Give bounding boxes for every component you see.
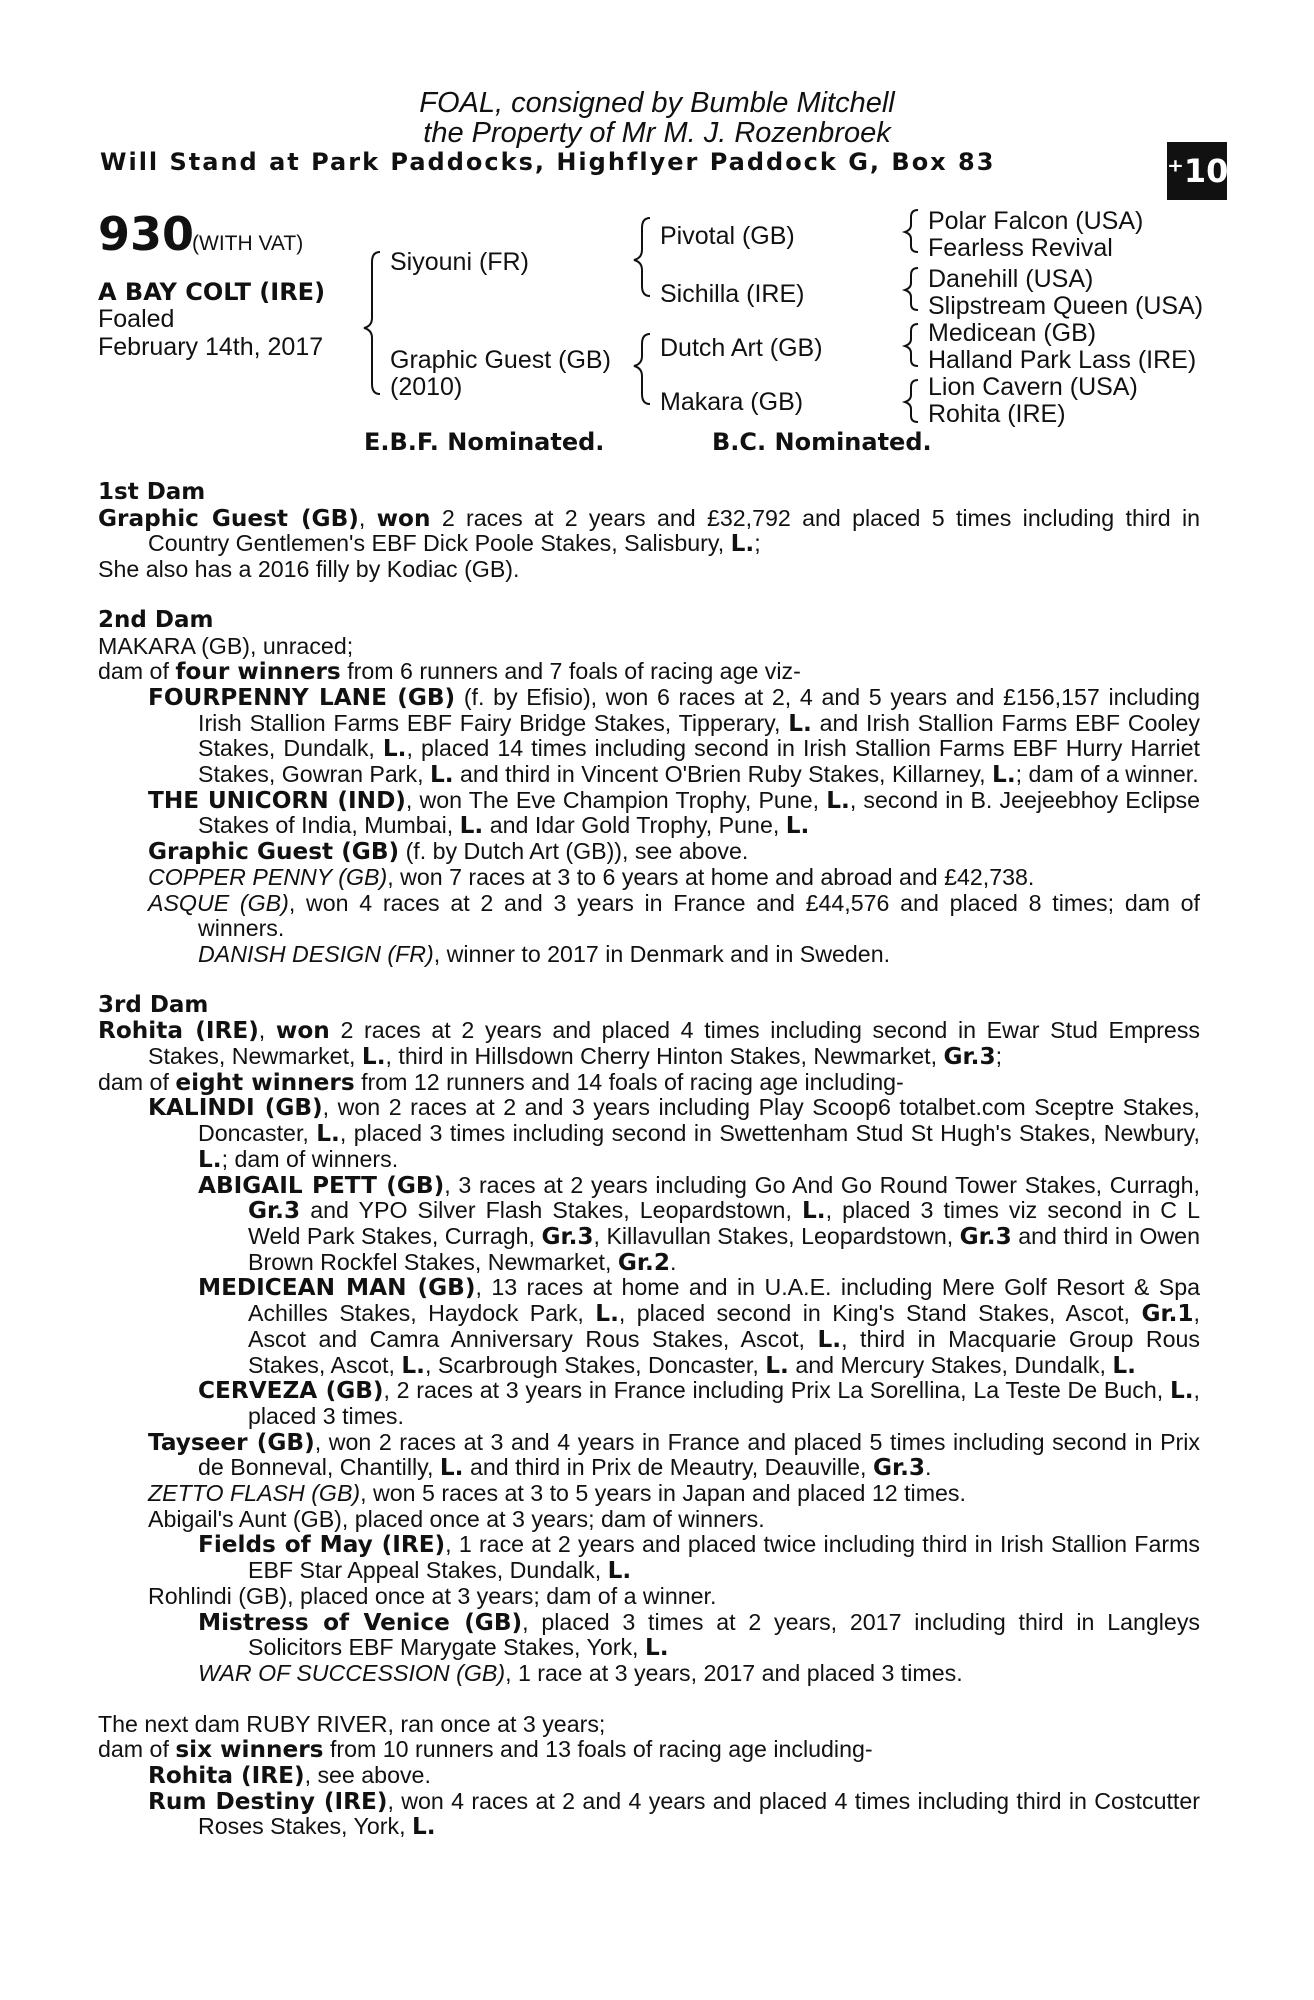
fourpenny-lane-entry [98,685,1200,788]
horse-name: Graphic Guest (GB) [148,838,400,866]
grandparent-8: Rohita (IRE) [928,400,1066,428]
text: , see above. [304,1762,431,1789]
listed-mark: L. [1112,1351,1136,1379]
text: and Irish Stallion Farms EBF Cooley Stakes, Dundalk, [198,709,1201,762]
listed-mark: L. [361,1043,386,1071]
horse-name: CERVEZA (GB) [198,1377,384,1405]
listed-mark: L. [730,530,755,558]
text: 2 races at 2 years and placed 4 times including second in Ewar Stud Empress Stakes, Newmarket, [148,1017,1201,1070]
grandparent-7: Lion Cavern (USA) [928,373,1138,401]
group-mark: Gr.1 [1141,1300,1194,1328]
listed-mark: L. [382,735,407,763]
entry-text: 2 races at 2 years and £32,792 and placed 5 times including third in Country Gentlemen's EBF Dick Poole Stakes, Salisbury, [148,504,1200,557]
text: (f. by Dutch Art (GB)), see above. [405,838,749,865]
lot-badge: ⁺10 [1167,142,1227,200]
text: , 2 races at 3 years in France including Prix La Sorellina, La Teste De Buch, [383,1377,1164,1404]
horse-name: ABIGAIL PETT (GB) [198,1171,445,1199]
listed-mark: L. [429,761,454,789]
listed-mark: L. [992,761,1016,789]
ebf-nominated: E.B.F. Nominated. [364,428,605,456]
horse-name: ZETTO FLASH (GB) [148,1480,361,1507]
listed-mark: L. [607,1557,632,1585]
text: , placed 3 times including second in Swettenham Stud St Hugh's Stakes, Newbury, [339,1120,1200,1147]
text: , 3 races at 2 years including Go And Go Round Tower Stakes, Curragh, [444,1171,1200,1198]
grandparent-1: Polar Falcon (USA) [928,207,1144,235]
rohlindi-entry: Rohlindi (GB), placed once at 3 years; dam of a winner. [148,1582,717,1609]
grandparent-3: Danehill (USA) [928,265,1094,293]
text: , placed second in King's Stand Stakes, Ascot, [618,1300,1130,1327]
grandparent-4: Slipstream Queen (USA) [928,292,1204,320]
abigail-pett-entry: ABIGAIL PETT (GB), 3 races at 2 years including Go And Go Round Tower Stakes, Curragh, Gr.3 and YPO Silver Flash Stakes, Leopardstown, L., placed 3 times viz second in C L Weld Park Stakes, Curragh, Gr.3, Killavullan Stakes, Leopardstown, Gr.3 and third in Owen Brown Rockfel Stakes, Newmarket, Gr.2. [198,1171,1200,1276]
text: , third in Macquarie Group Rous Stakes, Ascot, [248,1325,1200,1378]
horse-name: Fields of May (IRE) [198,1531,446,1559]
listed-mark: L. [439,1454,464,1482]
winners-count: eight winners [175,1068,355,1096]
won-label: won [376,504,431,532]
listed-mark: L. [198,1145,222,1173]
catalogue-body [98,480,1200,1840]
horse-name: Rohita (IRE) [148,1762,305,1790]
lot-title: A BAY COLT (IRE) [98,278,326,306]
horse-name: THE UNICORN (IND) [148,786,406,814]
group-mark: Gr.3 [943,1043,996,1071]
text: , won 2 races at 2 and 3 years including Play Scoop6 totalbet.com Sceptre Stakes, Doncaster, [198,1094,1200,1147]
text: , won 5 races at 3 to 5 years in Japan and placed 12 times. [360,1480,966,1507]
text: from 10 runners and 13 foals of racing age including- [329,1736,873,1763]
consignor-line: FOAL, consigned by Bumble Mitchell [419,87,895,119]
text: and Idar Gold Trophy, Pune, [489,812,780,839]
asque-entry [98,891,1200,942]
text: ; dam of a winner. [1015,761,1199,788]
kalindi-entry [98,1095,1200,1172]
sire-dam: Sichilla (IRE) [660,280,805,308]
winners-count: four winners [175,658,341,686]
text: dam of [98,1736,169,1763]
listed-mark: L. [595,1300,619,1328]
second-dam-intro: MAKARA (GB), unraced; [98,632,354,659]
text: , won 4 races at 2 and 3 years in France and £44,576 and placed 8 times; dam of winners. [198,889,1200,942]
the-unicorn-entry [98,788,1200,839]
text: , Scarbrough Stakes, Doncaster, [424,1351,759,1378]
zetto-flash-entry [98,1481,1200,1507]
text: from 12 runners and 14 foals of racing age including- [361,1068,904,1095]
group-mark: Gr.3 [248,1197,301,1225]
tayseer-entry: Tayseer (GB), won 2 races at 3 and 4 years in France and placed 5 times including second in Prix de Bonneval, Chantilly, L. and third in Prix de Meautry, Deauville, Gr.3. [148,1428,1200,1482]
listed-mark: L. [826,786,850,814]
group-mark: Gr.3 [541,1222,594,1250]
text: and Mercury Stakes, Dundalk, [795,1351,1106,1378]
dam-dam: Makara (GB) [660,388,804,416]
dam-sire: Dutch Art (GB) [660,334,823,362]
next-dam-intro: The next dam RUBY RIVER, ran once at 3 years; [98,1710,606,1737]
property-line: the Property of Mr M. J. Rozenbroek [423,117,891,149]
grandparent-5: Medicean (GB) [928,319,1097,347]
next-dam-produce [98,1737,1200,1763]
sire-sire: Pivotal (GB) [660,222,795,250]
text: dam of [98,1068,169,1095]
graphic-guest-entry [98,839,1200,865]
text: , won 2 races at 3 and 4 years in France and placed 5 times including second in Prix de Bonneval, Chantilly, [198,1428,1200,1481]
listed-mark: L. [316,1120,340,1148]
copper-penny-entry [98,865,1200,891]
text: , placed 3 times at 2 years, 2017 including third in Langleys Solicitors EBF Marygate Stakes, York, [248,1608,1201,1661]
first-dam-entry: Graphic Guest (GB), won 2 races at 2 years and £32,792 and placed 5 times including third in Country Gentlemen's EBF Dick Poole Stakes, Salisbury, L.; [98,504,1200,558]
first-dam-note: She also has a 2016 filly by Kodiac (GB). [98,556,520,583]
danish-design-entry [98,942,1200,968]
horse-name: COPPER PENNY (GB) [148,863,388,890]
fields-of-may-entry [98,1532,1200,1583]
listed-mark: L. [788,709,812,737]
listed-mark: L. [411,1813,436,1841]
text: (f. by Efisio), won 6 races at 2, 4 and 5 years and £156,157 including Irish Stallion Farms EBF Fairy Bridge Stakes, Tipperary, [198,683,1200,736]
text: , 1 race at 2 years and placed twice including third in Irish Stallion Farms EBF Star Appeal Stakes, Dundalk, [248,1531,1200,1584]
text: , third in Hillsdown Cherry Hinton Stakes, Newmarket, [385,1043,938,1070]
listed-mark: L. [644,1634,669,1662]
text: from 6 runners and 7 foals of racing age viz- [347,658,801,685]
text: , won The Eve Champion Trophy, Pune, [405,786,820,813]
winners-count: six winners [175,1736,324,1764]
listed-mark: L. [785,812,810,840]
second-dam-heading: 2nd Dam [98,606,214,633]
text: and third in Owen Brown Rockfel Stakes, Newmarket, [248,1222,1200,1275]
listed-mark: L. [801,1197,826,1225]
rohita-ref-entry [98,1763,1200,1789]
dam-year: (2010) [390,373,463,401]
horse-name: DANISH DESIGN (FR) [198,940,434,967]
cerveza-entry [98,1378,1200,1429]
text: and third in Prix de Meautry, Deauville, [469,1454,867,1481]
text: and YPO Silver Flash Stakes, Leopardstown, [310,1197,792,1224]
text: , placed 14 times including second in Irish Stallion Farms EBF Hurry Harriet Stakes, Gowran Park, [198,735,1200,788]
text: , Killavullan Stakes, Leopardstown, [593,1222,954,1249]
third-dam-produce [98,1070,1200,1096]
listed-mark: L. [765,1351,789,1379]
grandparent-2: Fearless Revival [928,234,1113,262]
abigails-aunt-entry: Abigail's Aunt (GB), placed once at 3 years; dam of winners. [148,1505,765,1532]
horse-name: MEDICEAN MAN (GB) [198,1274,476,1302]
vat-note: (WITH VAT) [192,232,304,255]
text: , second in B. Jeejeebhoy Eclipse Stakes of India, Mumbai, [198,786,1200,839]
text: , placed 3 times. [248,1377,1200,1429]
text: , won 4 races at 2 and 4 years and placed 4 times including third in Costcutter Roses Stakes, York, [198,1787,1200,1840]
horse-name: ASQUE (GB) [148,889,289,916]
lot-number: 930 [98,207,195,261]
bc-nominated: B.C. Nominated. [712,428,932,456]
listed-mark: L. [1169,1377,1194,1405]
third-dam-heading: 3rd Dam [98,991,209,1018]
text: , won 7 races at 3 to 6 years at home and abroad and £42,738. [387,863,1035,890]
horse-name: Rum Destiny (IRE) [148,1787,388,1815]
horse-name: FOURPENNY LANE (GB) [148,683,456,711]
text: , placed 3 times viz second in C L Weld Park Stakes, Curragh, [248,1197,1200,1249]
horse-name: Graphic Guest (GB) [98,504,359,532]
second-dam-produce [98,659,1200,685]
listed-mark: L. [817,1325,842,1353]
group-mark: Gr.3 [959,1222,1012,1250]
horse-name: Tayseer (GB) [148,1428,315,1456]
foaled-label: Foaled [98,305,175,333]
rum-destiny-entry [98,1789,1200,1840]
horse-name: Rohita (IRE) [98,1017,259,1045]
dam: Graphic Guest (GB) [390,346,611,374]
horse-name: KALINDI (GB) [148,1094,323,1122]
horse-name: WAR OF SUCCESSION (GB) [198,1659,506,1686]
first-dam-heading: 1st Dam [98,479,206,505]
horse-name: Mistress of Venice (GB) [198,1608,523,1636]
text: and third in Vincent O'Brien Ruby Stakes, Killarney, [460,761,986,788]
group-mark: Gr.3 [872,1454,926,1482]
text: dam of [98,658,169,685]
text: , 1 race at 3 years, 2017 and placed 3 times. [505,1659,963,1686]
rohita-entry: Rohita (IRE), won 2 races at 2 years and placed 4 times including second in Ewar Stud Empress Stakes, Newmarket, L., third in Hillsdown Cherry Hinton Stakes, Newmarket, Gr.3; [98,1017,1201,1071]
mistress-of-venice-entry [98,1610,1200,1661]
text: , 13 races at home and in U.A.E. including Mere Golf Resort & Spa Achilles Stakes, Haydock Park, [248,1274,1200,1327]
listed-mark: L. [459,812,484,840]
text: , Ascot and Camra Anniversary Rous Stakes, Ascot, [248,1300,1200,1352]
listed-mark: L. [401,1351,425,1379]
foaled-date: February 14th, 2017 [98,333,324,361]
stand-location: Will Stand at Park Paddocks, Highflyer Paddock G, Box 83 [100,148,996,176]
text: , winner to 2017 in Denmark and in Sweden. [433,940,891,967]
won-label: won [275,1017,330,1045]
medicean-man-entry [98,1275,1200,1378]
war-of-succession-entry [98,1661,1200,1687]
grandparent-6: Halland Park Lass (IRE) [928,346,1197,374]
group-mark: Gr.2 [617,1248,670,1276]
sire: Siyouni (FR) [390,248,529,276]
text: ; dam of winners. [221,1145,399,1172]
